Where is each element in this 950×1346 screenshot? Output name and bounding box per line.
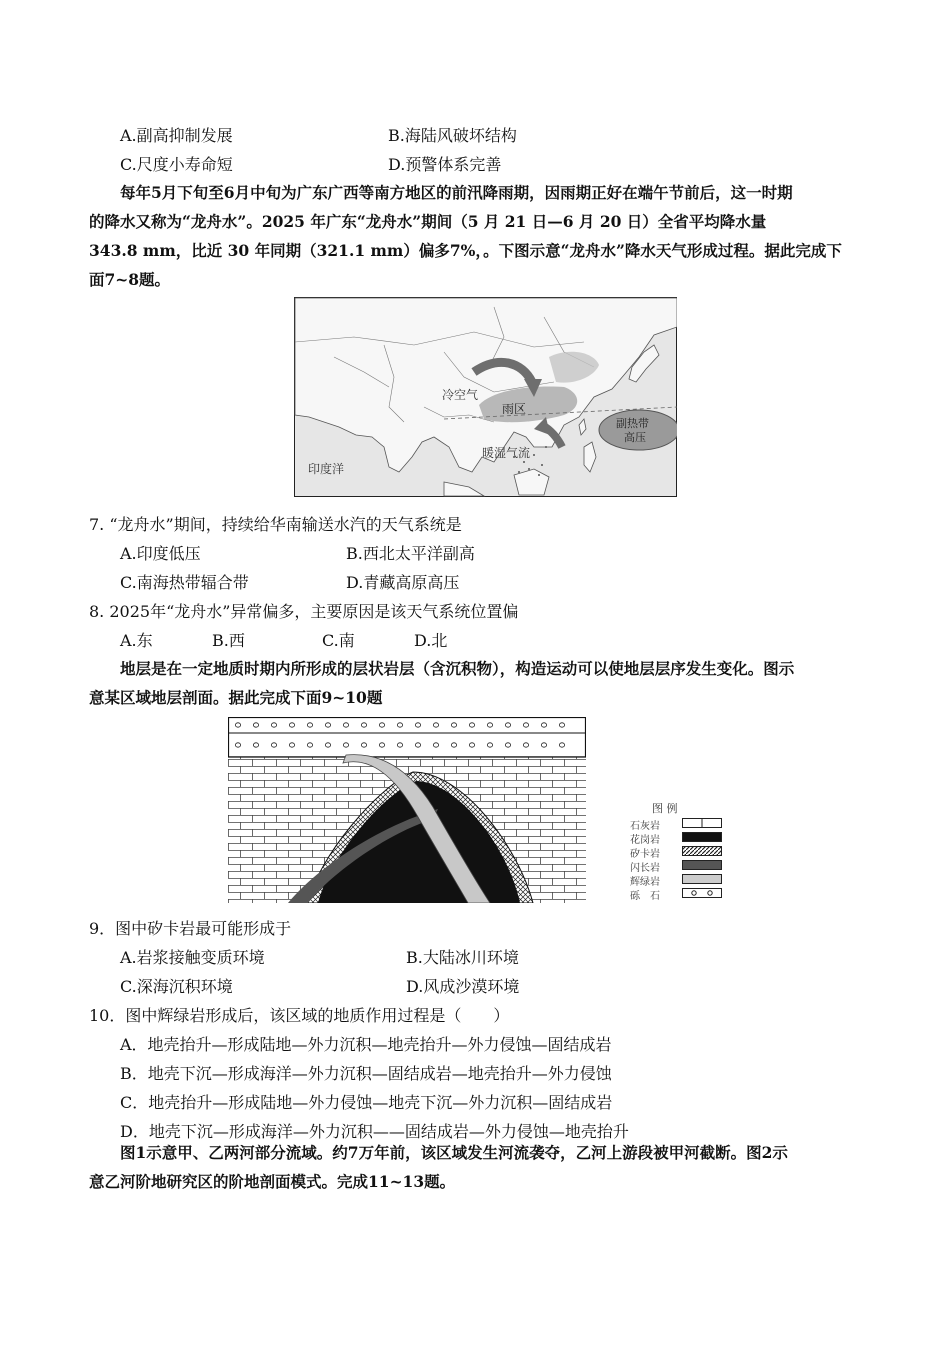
warm-moist-air-label: 暖湿气流 [482, 446, 531, 460]
legend-diabase-swatch [682, 874, 722, 884]
legend-title: 图 例 [652, 802, 678, 815]
passage-line: 意某区域地层剖面。据此完成下面9~10题 [89, 688, 383, 707]
passage-line: 每年5月下旬至6月中旬为广东广西等南方地区的前汛降雨期，因雨期正好在端午节前后，这一时期 [120, 183, 793, 202]
option-c: C.深海沉积环境 [120, 977, 233, 996]
legend-skarn-swatch [682, 846, 722, 856]
legend-diorite: 闪长岩 [630, 863, 660, 874]
legend [630, 800, 730, 900]
subtropical-high-label-2: 高压 [624, 431, 646, 444]
option-c: C.南 [322, 631, 355, 650]
legend-granite-swatch [682, 832, 722, 842]
legend-gravel-swatch [682, 888, 722, 898]
question-9-stem: 9．图中矽卡岩最可能形成于 [89, 919, 292, 938]
option-d: D.北 [414, 631, 448, 650]
passage-line: 343.8 mm，比近 30 年同期（321.1 mm）偏多7%，。下图示意“龙舟水”降水天气形成过程。据此完成下 [89, 241, 842, 260]
question-7-stem: 7. “龙舟水”期间，持续给华南输送水汽的天气系统是 [89, 515, 462, 534]
option-b: B.大陆冰川环境 [406, 948, 519, 967]
option-b: B.西 [212, 631, 245, 650]
option-c: C.南海热带辐合带 [120, 573, 249, 592]
option-a: A.岩浆接触变质环境 [120, 948, 265, 967]
option-a: A.印度低压 [120, 544, 201, 563]
subtropical-high-label-1: 副热带 [616, 417, 649, 430]
passage-line: 地层是在一定地质时期内所形成的层状岩层（含沉积物），构造运动可以使地层层序发生变化。图示 [120, 659, 795, 678]
option-d: D．地壳下沉—形成海洋—外力沉积——固结成岩—外力侵蚀—地壳抬升 [120, 1122, 629, 1141]
dragon-boat-rain-map [294, 297, 677, 497]
option-b: B.西北太平洋副高 [346, 544, 475, 563]
passage-line: 面7~8题。 [89, 270, 171, 289]
option-a: A．地壳抬升—形成陆地—外力沉积—地壳抬升—外力侵蚀—固结成岩 [120, 1035, 612, 1054]
option-a: A.东 [120, 631, 153, 650]
passage-line: 图1示意甲、乙两河部分流域。约7万年前，该区域发生河流袭夺，乙河上游段被甲河截断。图2示 [120, 1143, 788, 1162]
option-d: D.预警体系完善 [388, 155, 502, 174]
cold-air-label: 冷空气 [442, 388, 479, 402]
legend-limestone-swatch [682, 818, 722, 828]
option-c: C．地壳抬升—形成陆地—外力侵蚀—地壳下沉—外力沉积—固结成岩 [120, 1093, 613, 1112]
option-a: A.副高抑制发展 [120, 126, 233, 145]
rain-area-label: 雨区 [502, 402, 527, 416]
legend-diabase: 辉绿岩 [630, 877, 660, 888]
indian-ocean-label: 印度洋 [308, 462, 345, 476]
question-10-stem: 10．图中辉绿岩形成后，该区域的地质作用过程是（ ） [89, 1006, 510, 1025]
legend-gravel: 砾 石 [630, 891, 660, 902]
option-c: C.尺度小寿命短 [120, 155, 233, 174]
legend-diorite-swatch [682, 860, 722, 870]
question-8-stem: 8. 2025年“龙舟水”异常偏多，主要原因是该天气系统位置偏 [89, 602, 519, 621]
option-b: B.海陆风破坏结构 [388, 126, 517, 145]
option-b: B．地壳下沉—形成海洋—外力沉积—固结成岩—地壳抬升—外力侵蚀 [120, 1064, 612, 1083]
passage-line: 的降水又称为“龙舟水”。2025 年广东“龙舟水”期间（5 月 21 日—6 月 20 日）全省平均降水量 [89, 212, 767, 231]
legend-skarn: 矽卡岩 [630, 849, 660, 860]
legend-limestone: 石灰岩 [630, 821, 660, 832]
strata-cross-section [228, 717, 586, 903]
legend-granite: 花岗岩 [630, 835, 660, 846]
passage-line: 意乙河阶地研究区的阶地剖面模式。完成11~13题。 [89, 1172, 456, 1191]
option-d: D.风成沙漠环境 [406, 977, 520, 996]
option-d: D.青藏高原高压 [346, 573, 460, 592]
